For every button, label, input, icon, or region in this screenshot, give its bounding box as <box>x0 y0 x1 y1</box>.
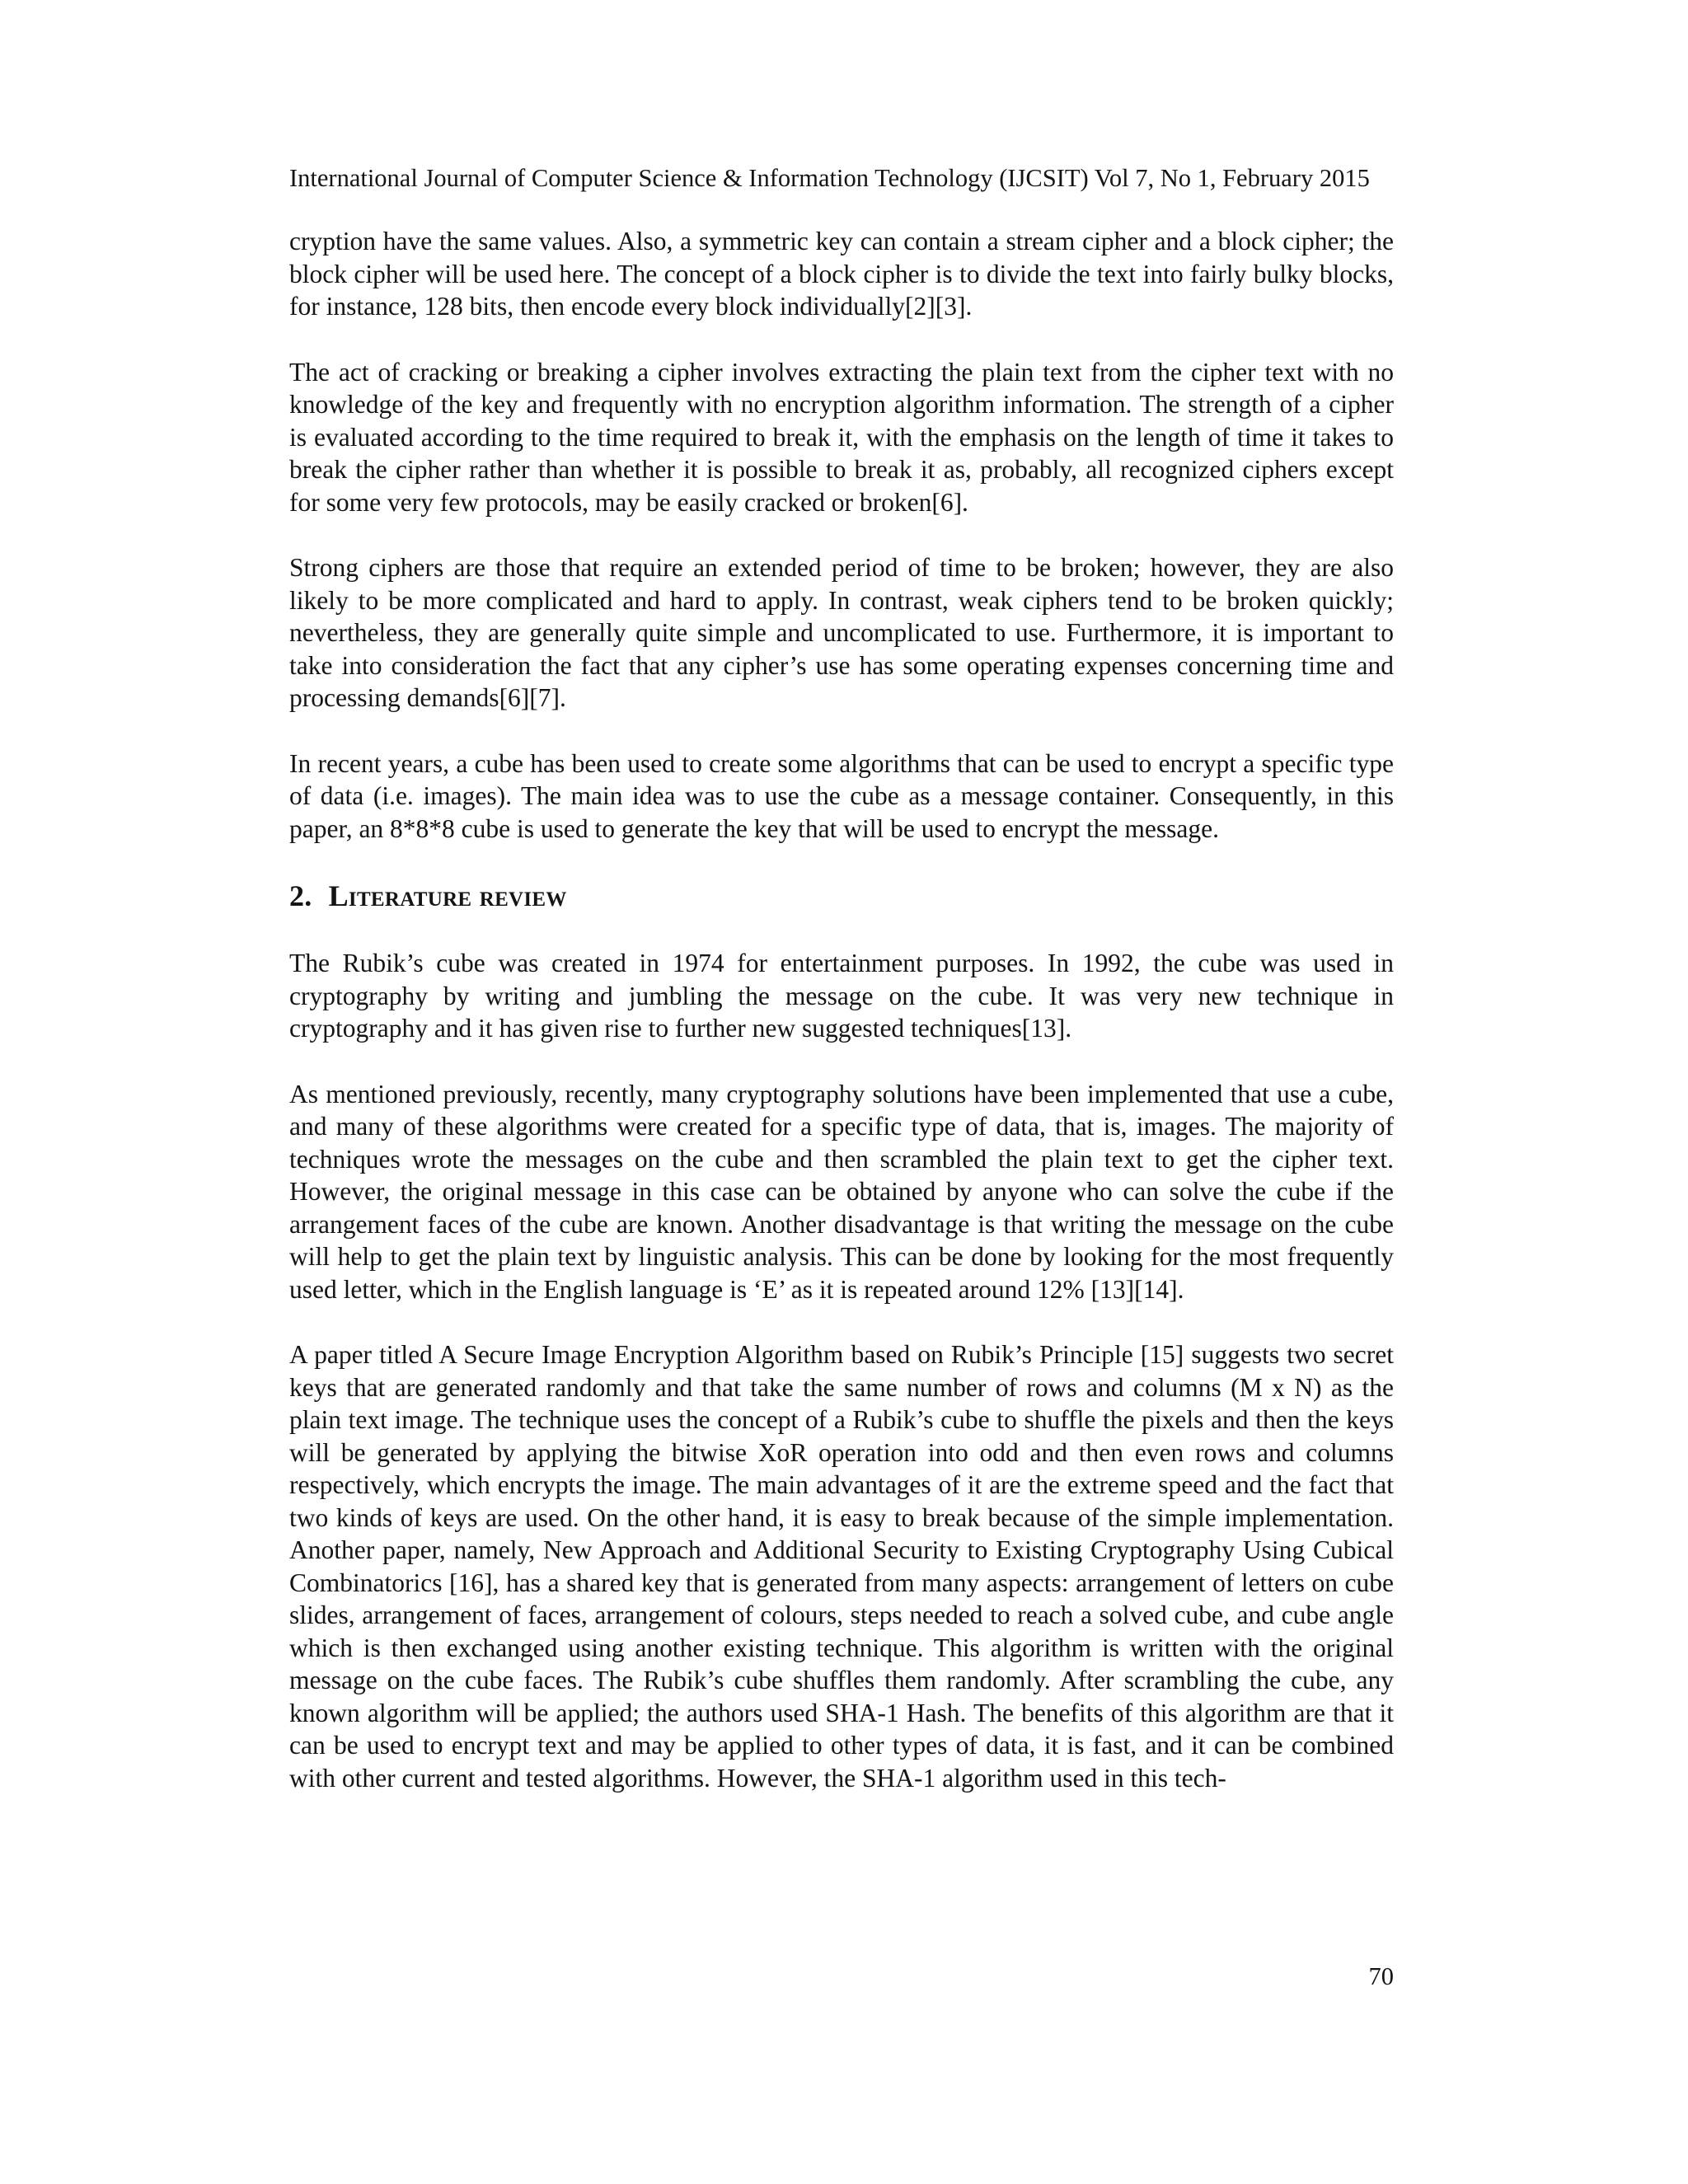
paragraph-related-papers: A paper titled A Secure Image Encryption Algorithm based on Rubik’s Principle [15] suggests two secret keys that are generated randomly and that take the same number of rows and columns (M x N) as the plain text image. The technique uses the concept of a Rubik’s cube to shuffle the pixels and then the keys will be generated by applying the bitwise XoR operation into odd and then even rows and columns respectively, which encrypts the image. The main advantages of it are the extreme speed and the fact that two kinds of keys are used. On the other hand, it is easy to break because of the simple implementation. Another paper, namely, New Approach and Additional Security to Existing Cryptography Using Cubical Combinatorics [16], has a shared key that is generated from many aspects: arrangement of letters on cube slides, arrangement of faces, arrangement of colours, steps needed to reach a solved cube, and cube angle which is then exchanged using another existing technique. This algorithm is written with the original message on the cube faces. The Rubik’s cube shuffles them randomly. After scrambling the cube, any known algorithm will be applied; the authors used SHA-1 Hash. The benefits of this algorithm are that it can be used to encrypt text and may be applied to other types of data, it is fast, and it can be combined with other current and tested algorithms. However, the SHA-1 algorithm used in this tech- <box>289 1340 1394 1793</box>
paragraph-cube-solutions: As mentioned previously, recently, many cryptography solutions have been implemented that use a cube, and many of these algorithms were created for a specific type of data, that is, images. The majority of techniques wrote the messages on the cube and then scrambled the plain text to get the cipher text. However, the original message in this case can be obtained by anyone who can solve the cube if the arrangement faces of the cube are known. Another disadvantage is that writing the message on the cube will help to get the plain text by linguistic analysis. This can be done by looking for the most frequently used letter, which in the English language is ‘E’ as it is repeated around 12% [13][14]. <box>289 1079 1394 1304</box>
page-number: 70 <box>1368 1962 1394 1990</box>
paragraph-rubiks-history: The Rubik’s cube was created in 1974 for entertainment purposes. In 1992, the cube was used in cryptography by writing and jumbling the message on the cube. It was very new technique in cryptography and it has given rise to further new suggested techniques[13]. <box>289 949 1394 1043</box>
section-heading <box>289 878 1394 914</box>
paragraph-cracking-cipher: The act of cracking or breaking a cipher involves extracting the plain text from the cipher text with no knowledge of the key and frequently with no encryption algorithm information. The strength of a cipher is evaluated according to the time required to break it, with the emphasis on the length of time it takes to break the cipher rather than whether it is possible to break it as, probably, all recognized ciphers except for some very few protocols, may be easily cracked or broken[6]. <box>289 357 1394 517</box>
paragraph-block-cipher: cryption have the same values. Also, a symmetric key can contain a stream cipher and a block cipher; the block cipher will be used here. The concept of a block cipher is to divide the text into fairly bulky blocks, for instance, 128 bits, then encode every block individually[2][3]. <box>289 227 1394 321</box>
running-header: International Journal of Computer Science & Information Technology (IJCSIT) Vol 7, No 1, February 2015 <box>289 164 1370 192</box>
section-number: 2. <box>289 879 312 912</box>
paragraph-strong-ciphers: Strong ciphers are those that require an extended period of time to be broken; however, they are also likely to be more complicated and hard to apply. In contrast, weak ciphers tend to be broken quickly; nevertheless, they are generally quite simple and uncomplicated to use. Furthermore, it is important to take into consideration the fact that any cipher’s use has some operating expenses concerning time and processing demands[6][7]. <box>289 553 1394 712</box>
body-text <box>289 225 1394 1827</box>
paragraph-cube-algorithms: In recent years, a cube has been used to create some algorithms that can be used to encrypt a specific type of data (i.e. images). The main idea was to use the cube as a message container. Consequently, in this paper, an 8*8*8 cube is used to generate the key that will be used to encrypt the message. <box>289 748 1394 843</box>
section-title: Literature review <box>328 879 567 912</box>
